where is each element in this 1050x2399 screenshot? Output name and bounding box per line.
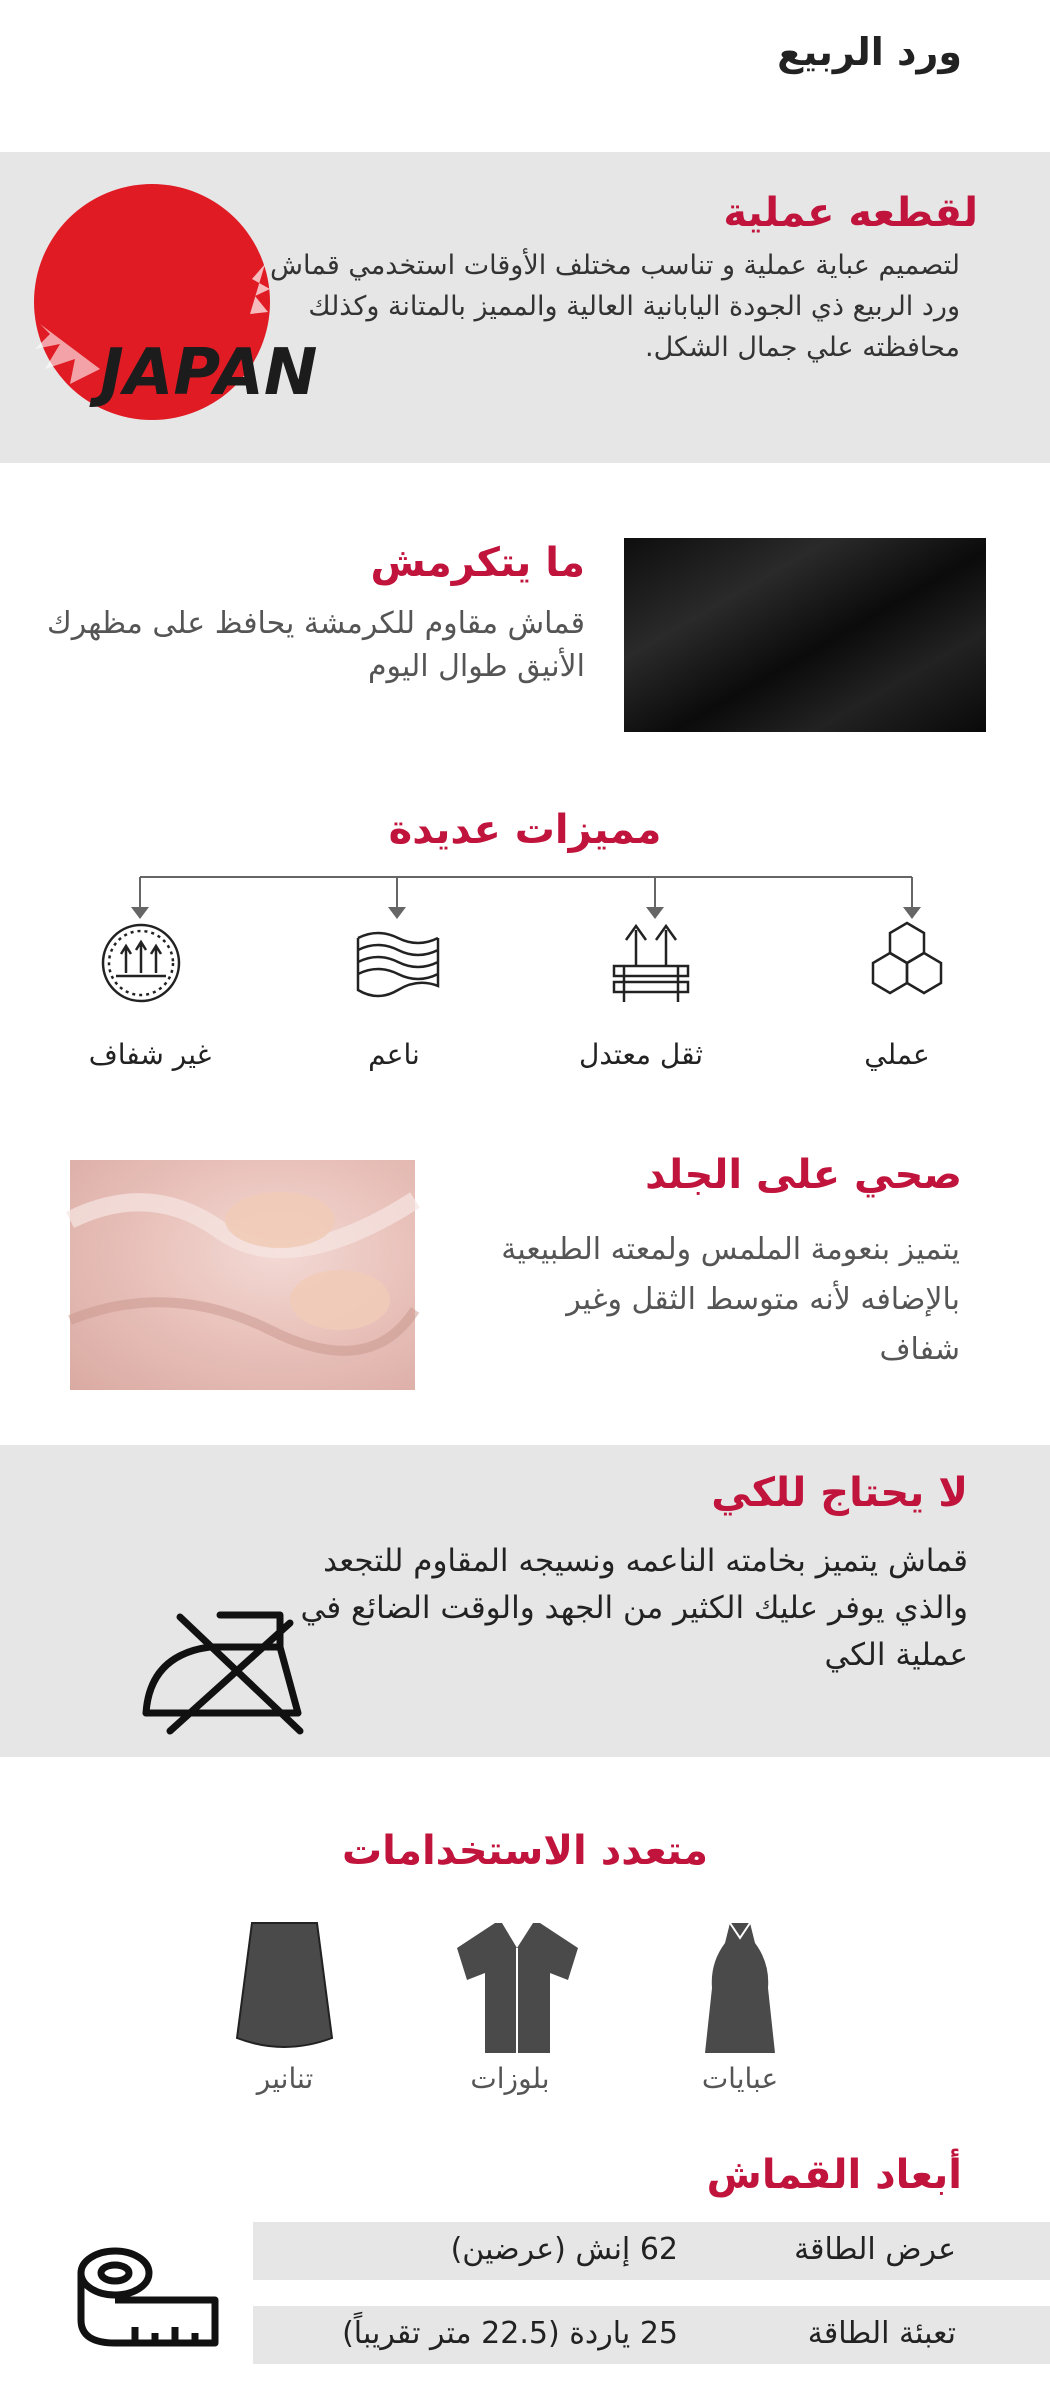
dimension-value: 25 ياردة (22.5 متر تقريباً) xyxy=(342,2316,678,2351)
feature-label-soft: ناعم xyxy=(368,1038,420,1071)
feature-label-non-transparent: غير شفاف xyxy=(88,1038,212,1071)
japan-logo xyxy=(30,184,318,424)
dimension-row-fill xyxy=(253,2306,1050,2364)
hexagons-icon xyxy=(862,918,952,1008)
feature-label-moderate-weight: ثقل معتدل xyxy=(578,1038,704,1071)
non-transparent-icon xyxy=(96,918,186,1008)
use-label-skirts: تنانير xyxy=(256,2062,314,2095)
japan-logo-text: JAPAN xyxy=(100,336,318,410)
japan-heading: لقطعه عملية xyxy=(723,190,978,236)
dimension-row-width xyxy=(253,2222,1050,2280)
pink-fabric-image xyxy=(70,1160,415,1390)
japan-body: لتصميم عباية عملية و تناسب مختلف الأوقات استخدمي قماش ورد الربيع ذي الجودة اليابانية العالية والمميز بالمتانة وكذلك محافظته علي جمال الشكل. xyxy=(270,250,960,363)
skin-heading: صحي على الجلد xyxy=(645,1152,962,1198)
iron-heading: لا يحتاج للكي xyxy=(711,1470,968,1516)
measuring-tape-icon xyxy=(75,2245,220,2350)
use-label-blouses: بلوزات xyxy=(470,2062,550,2095)
feature-label-practical: عملي xyxy=(864,1038,930,1071)
use-label-abayas: عبايات xyxy=(701,2062,779,2095)
features-connector-lines xyxy=(0,865,1050,925)
weight-arrows-icon xyxy=(606,918,696,1008)
blouse-icon xyxy=(450,1918,585,2058)
features-heading: مميزات عديدة xyxy=(388,807,662,853)
dimension-label: عرض الطاقة xyxy=(794,2232,956,2267)
skin-body: يتميز بنعومة الملمس ولمعته الطبيعية بالإضافه لأنه متوسط الثقل وغير شفاف xyxy=(501,1232,960,1367)
iron-body: قماش يتميز بخامته الناعمه ونسيجه المقاوم للتجعد والذي يوفر عليك الكثير من الجهد والوقت الضائع في عملية الكي xyxy=(300,1543,968,1673)
page-title: ورد الربيع xyxy=(777,30,962,74)
soft-fabric-icon xyxy=(352,918,442,1008)
dimension-label: تعبئة الطاقة xyxy=(807,2316,956,2351)
abaya-icon xyxy=(700,1918,780,2058)
dimension-value: 62 إنش (عرضين) xyxy=(450,2232,678,2267)
skirt-icon xyxy=(232,1918,337,2058)
uses-heading: متعدد الاستخدامات xyxy=(341,1828,708,1874)
no-iron-icon xyxy=(140,1595,315,1735)
black-fabric-image xyxy=(624,538,986,732)
wrinkle-heading: ما يتكرمش xyxy=(370,540,585,586)
dimensions-heading: أبعاد القماش xyxy=(706,2152,962,2198)
wrinkle-body: قماش مقاوم للكرمشة يحافظ على مظهرك الأنيق طوال اليوم xyxy=(47,606,585,684)
